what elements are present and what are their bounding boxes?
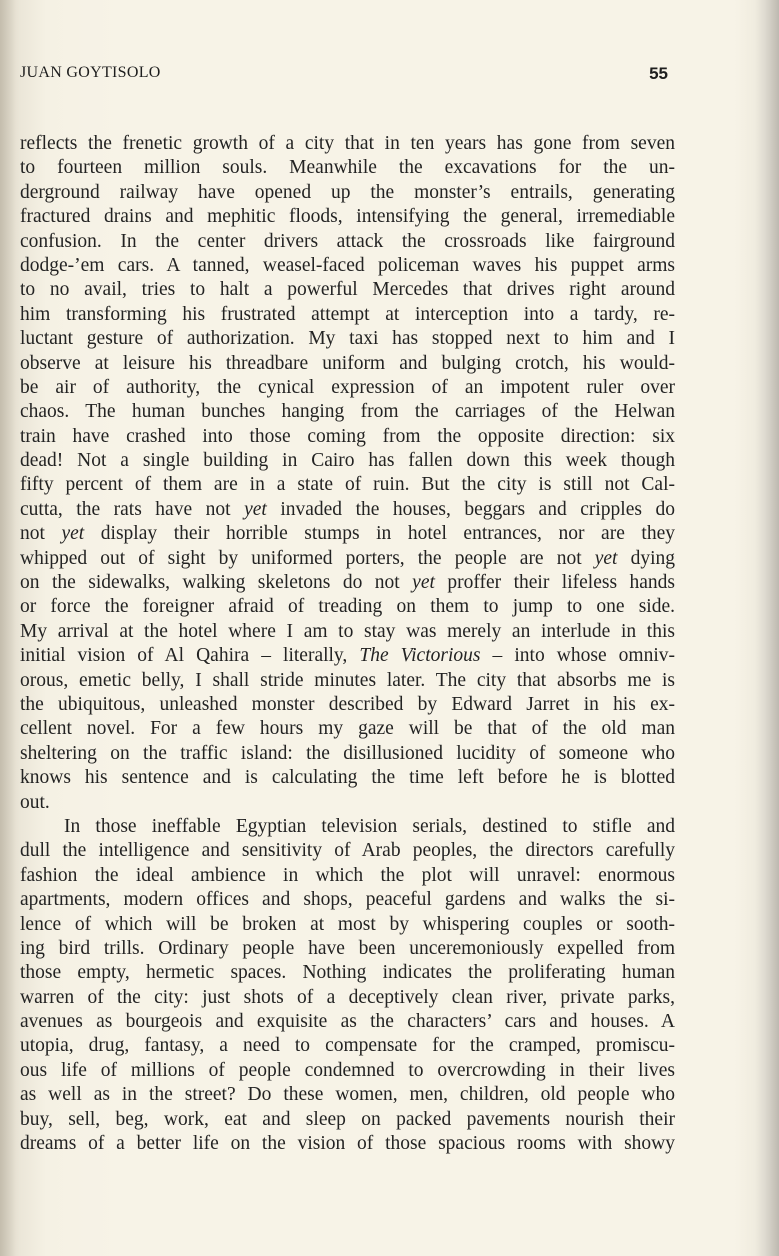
text-line: be air of authority, the cynical expression of an impotent ruler over	[20, 376, 675, 398]
text-line: avenues as bourgeois and exquisite as the characters’ cars and houses. A	[20, 1011, 675, 1033]
running-head: JUAN GOYTISOLO	[20, 64, 161, 81]
text-line: derground railway have opened up the monster’s entrails, generating	[20, 181, 675, 203]
text-line: My arrival at the hotel where I am to stay was merely an interlude in this	[20, 620, 675, 642]
text-line: not yet display their horrible stumps in hotel entrances, nor are they	[20, 523, 676, 545]
text-line: fifty percent of them are in a state of ruin. But the city is still not Cal-	[20, 474, 675, 496]
text-line: ing bird trills. Ordinary people have been unceremoniously expelled from	[20, 937, 675, 959]
text-line: buy, sell, beg, work, eat and sleep on packed pavements nourish their	[20, 1108, 675, 1130]
text-line: warren of the city: just shots of a deceptively clean river, private parks,	[20, 986, 675, 1008]
text-line: dull the intelligence and sensitivity of Arab peoples, the directors carefully	[20, 840, 675, 862]
text-line: initial vision of Al Qahira – literally, The Victorious – into whose omniv-	[20, 645, 675, 667]
text-line: cellent novel. For a few hours my gaze will be that of the old man	[20, 718, 675, 740]
text-line: cutta, the rats have not yet invaded the houses, beggars and cripples do	[20, 498, 675, 520]
page-gutter-shadow	[0, 0, 16, 1256]
text-line: lence of which will be broken at most by whispering couples or sooth-	[20, 913, 675, 935]
text-line: orous, emetic belly, I shall stride minutes later. The city that absorbs me is	[20, 669, 675, 691]
text-line: reflects the frenetic growth of a city that in ten years has gone from seven	[20, 133, 675, 154]
text-line: luctant gesture of authorization. My taxi has stopped next to him and I	[20, 328, 675, 350]
text-line: sheltering on the traffic island: the disillusioned lucidity of someone who	[20, 742, 675, 764]
page-header	[20, 64, 668, 88]
text-line: knows his sentence and is calculating the time left before he is blotted	[20, 767, 675, 789]
text-line: In those ineffable Egyptian television serials, destined to stifle and	[64, 815, 675, 837]
text-line: apartments, modern offices and shops, peaceful gardens and walks the si-	[20, 889, 675, 911]
body-text	[20, 132, 675, 1156]
text-line: dreams of a better life on the vision of those spacious rooms with showy	[20, 1133, 675, 1155]
paragraph-1	[20, 132, 675, 815]
text-line: whipped out of sight by uniformed porters, the people are not yet dying	[20, 547, 675, 569]
text-line: to no avail, tries to halt a powerful Mercedes that drives right around	[20, 279, 675, 301]
text-line: chaos. The human bunches hanging from the carriages of the Helwan	[20, 401, 675, 423]
text-line: ous life of millions of people condemned to overcrowding in their lives	[20, 1059, 675, 1081]
text-line: dodge-’em cars. A tanned, weasel-faced policeman waves his puppet arms	[20, 254, 675, 276]
text-line: or force the foreigner afraid of treading on them to jump to one side.	[20, 596, 675, 618]
text-line: out.	[20, 791, 50, 813]
text-line: as well as in the street? Do these women, men, children, old people who	[20, 1084, 675, 1106]
paragraph-2	[20, 815, 675, 1156]
text-line: dead! Not a single building in Cairo has fallen down this week though	[20, 450, 675, 472]
text-line: the ubiquitous, unleashed monster described by Edward Jarret in his ex-	[20, 693, 675, 715]
text-line: confusion. In the center drivers attack the crossroads like fairground	[20, 230, 675, 252]
text-line: on the sidewalks, walking skeletons do not yet proffer their lifeless hands	[20, 572, 675, 594]
text-line: those empty, hermetic spaces. Nothing indicates the proliferating human	[20, 962, 675, 984]
text-line: train have crashed into those coming from the opposite direction: six	[20, 425, 675, 447]
text-line: observe at leisure his threadbare uniform and bulging crotch, his would-	[20, 352, 675, 374]
text-line: to fourteen million souls. Meanwhile the excavations for the un-	[20, 157, 675, 179]
text-line: fractured drains and mephitic floods, intensifying the general, irremediable	[20, 206, 675, 228]
text-line: utopia, drug, fantasy, a need to compensate for the cramped, promiscu-	[20, 1035, 675, 1057]
text-line: fashion the ideal ambience in which the plot will unravel: enormous	[20, 864, 675, 886]
page-number: 55	[649, 64, 668, 83]
text-line: him transforming his frustrated attempt at interception into a tardy, re-	[20, 303, 675, 325]
